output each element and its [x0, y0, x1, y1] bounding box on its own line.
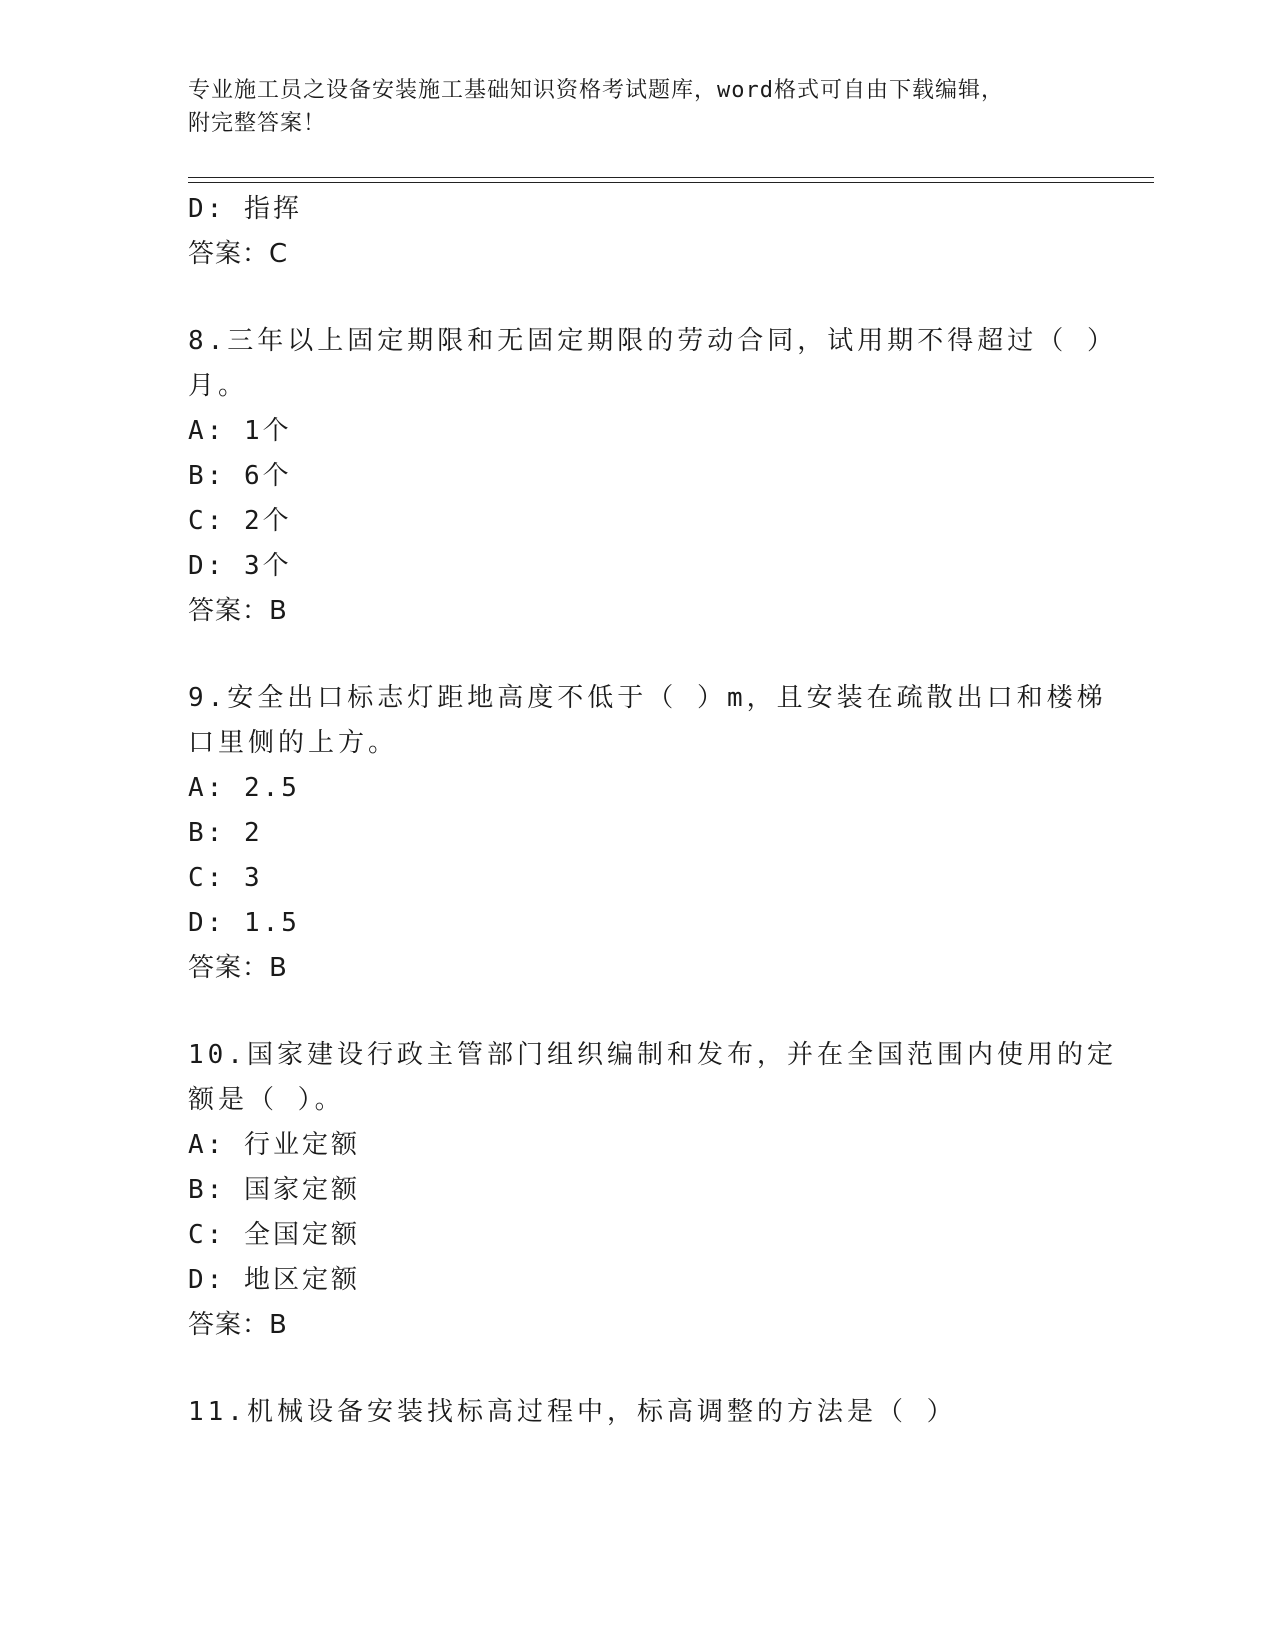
answer: 答案：C [188, 239, 289, 269]
question-8 [188, 319, 1117, 634]
question-text: 9.安全出口标志灯距地高度不低于（ ）m，且安装在疏散出口和楼梯 [188, 683, 1107, 713]
question-9 [188, 676, 1107, 991]
question-text-cont: 额是（ ）。 [188, 1085, 345, 1115]
answer: 答案：B [188, 953, 288, 983]
question-10 [188, 1033, 1117, 1348]
option-a: A: 1个 [188, 416, 292, 446]
option-c: C: 3 [188, 863, 263, 893]
question-text: 10.国家建设行政主管部门组织编制和发布，并在全国范围内使用的定 [188, 1040, 1117, 1070]
option-a: A: 2.5 [188, 773, 300, 803]
option-a: A: 行业定额 [188, 1130, 360, 1160]
document-header [188, 74, 1088, 140]
header-title-line2: 附完整答案！ [188, 111, 327, 136]
option-d: D: 指挥 [188, 194, 302, 224]
option-b: B: 国家定额 [188, 1175, 360, 1205]
answer: 答案：B [188, 1310, 288, 1340]
header-title-line1: 专业施工员之设备安装施工基础知识资格考试题库，word格式可自由下载编辑， [188, 78, 1004, 103]
option-d: D: 3个 [188, 551, 292, 581]
header-rule-bottom [188, 182, 1154, 183]
question-text-cont: 月。 [188, 371, 249, 401]
option-c: C: 2个 [188, 506, 292, 536]
question-text-cont: 口里侧的上方。 [188, 728, 399, 758]
question-text: 11.机械设备安装找标高过程中，标高调整的方法是（ ） [188, 1397, 957, 1427]
option-d: D: 地区定额 [188, 1265, 360, 1295]
option-d: D: 1.5 [188, 908, 300, 938]
header-rule-top [188, 177, 1154, 178]
answer: 答案：B [188, 596, 288, 626]
question-11 [188, 1390, 1088, 1435]
option-b: B: 6个 [188, 461, 292, 491]
option-b: B: 2 [188, 818, 263, 848]
option-c: C: 全国定额 [188, 1220, 360, 1250]
previous-question-tail [188, 187, 1088, 277]
question-text: 8.三年以上固定期限和无固定期限的劳动合同，试用期不得超过（ ） [188, 326, 1117, 356]
document-body [188, 187, 1117, 1435]
